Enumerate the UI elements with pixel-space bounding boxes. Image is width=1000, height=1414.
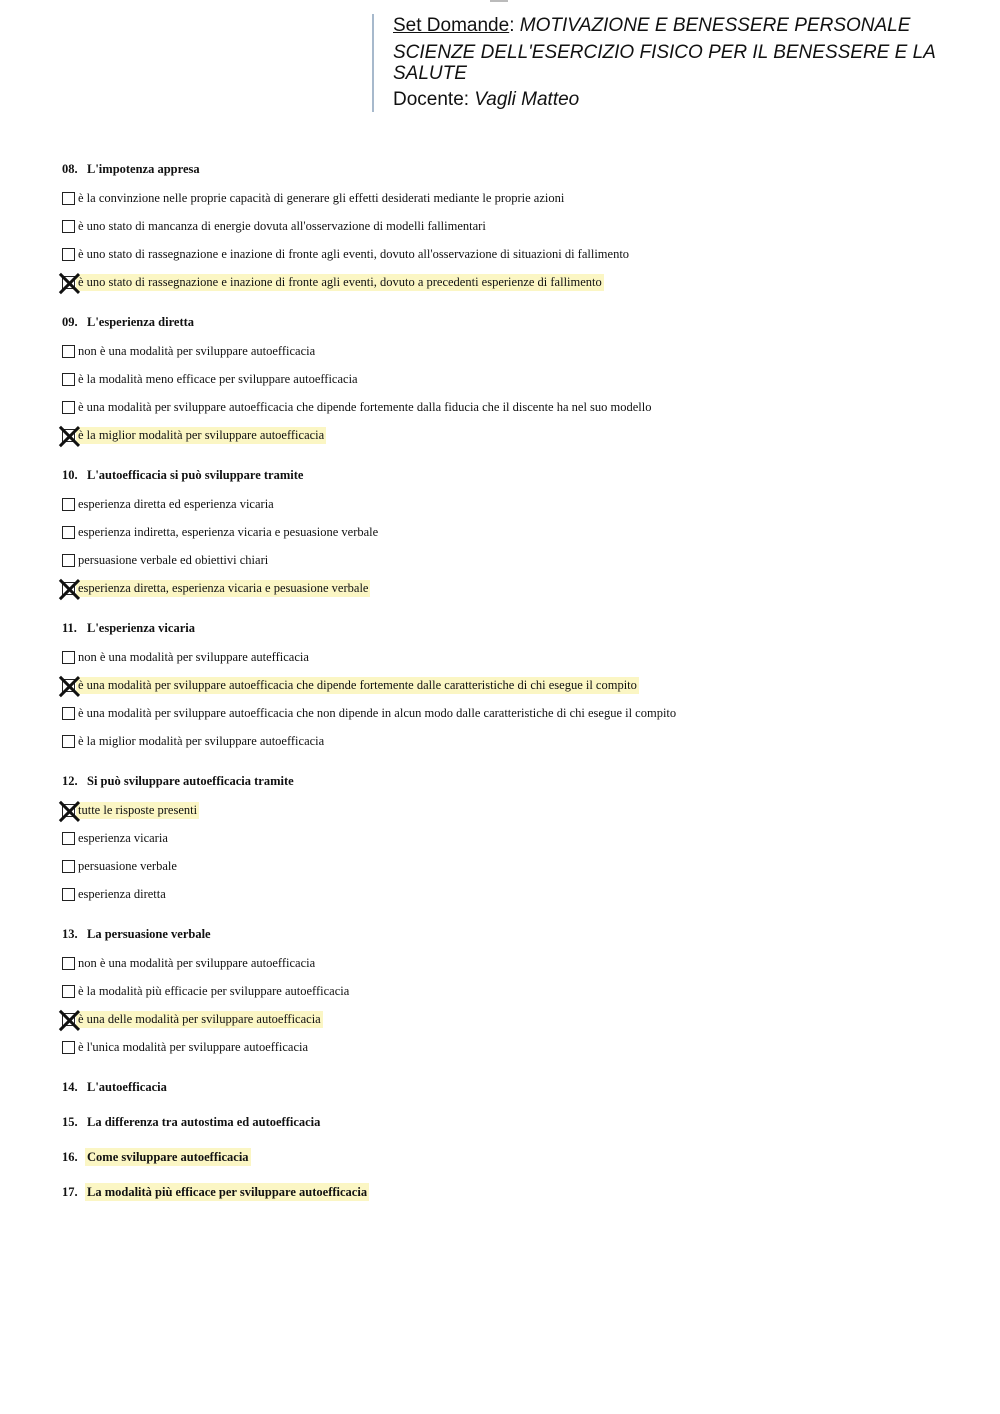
answer-option[interactable] — [62, 824, 962, 852]
answer-text: è la convinzione nelle proprie capacità di generare gli effetti desiderati mediante le proprie azioni — [78, 190, 565, 205]
checkbox[interactable] — [62, 498, 75, 511]
question-title — [62, 160, 962, 178]
answer-option[interactable] — [62, 574, 962, 602]
checked-checkbox[interactable] — [62, 582, 75, 595]
checkbox[interactable] — [62, 888, 75, 901]
checked-checkbox[interactable] — [62, 276, 75, 289]
question-number: 12. — [62, 774, 78, 788]
top-rule-mark — [490, 0, 508, 2]
question-text: L'esperienza vicaria — [87, 621, 195, 635]
answer-option[interactable] — [62, 212, 962, 240]
answer-option[interactable] — [62, 268, 962, 296]
answer-option[interactable] — [62, 796, 962, 824]
cross-mark-icon — [58, 1009, 81, 1032]
checkbox[interactable] — [62, 957, 75, 970]
docente-line — [393, 88, 993, 112]
question-number: 11. — [62, 621, 77, 635]
question-block — [62, 466, 962, 602]
checkbox[interactable] — [62, 401, 75, 414]
answer-text: esperienza diretta ed esperienza vicaria — [78, 496, 274, 511]
question-text: La persuasione verbale — [87, 927, 211, 941]
answer-text: è la miglior modalità per sviluppare autoefficacia — [78, 733, 325, 748]
course-title: SCIENZE DELL'ESERCIZIO FISICO PER IL BENESSERE E LA SALUTE — [393, 42, 936, 84]
question-block — [62, 1183, 962, 1201]
checkbox[interactable] — [62, 248, 75, 261]
checkbox[interactable] — [62, 832, 75, 845]
cross-mark-icon — [58, 675, 81, 698]
question-title — [62, 313, 962, 331]
question-list — [62, 160, 962, 1218]
checkbox[interactable] — [62, 192, 75, 205]
checkbox[interactable] — [62, 985, 75, 998]
cross-mark-icon — [58, 425, 81, 448]
answer-text: è uno stato di rassegnazione e inazione di fronte agli eventi, dovuto all'osservazione di situazioni di fallimento — [78, 246, 630, 261]
set-title: MOTIVAZIONE E BENESSERE PERSONALE — [519, 15, 911, 36]
question-block — [62, 1113, 962, 1131]
answer-text: è una delle modalità per sviluppare autoefficacia — [78, 1011, 321, 1026]
question-title — [62, 1113, 962, 1131]
answer-option[interactable] — [62, 184, 962, 212]
checkbox[interactable] — [62, 707, 75, 720]
checkbox[interactable] — [62, 1041, 75, 1054]
question-text: Si può sviluppare autoefficacia tramite — [87, 774, 294, 788]
set-line: Set Domande: MOTIVAZIONE E BENESSERE PERSONALE — [393, 15, 911, 36]
answer-option[interactable] — [62, 699, 962, 727]
checked-checkbox[interactable] — [62, 1013, 75, 1026]
question-text: Come sviluppare autoefficacia — [87, 1150, 249, 1164]
question-block — [62, 619, 962, 755]
cross-mark-icon — [58, 272, 81, 295]
answer-text: non è una modalità per sviluppare autoefficacia — [78, 955, 316, 970]
checkbox[interactable] — [62, 345, 75, 358]
question-number: 08. — [62, 162, 78, 176]
answer-text: è la modalità più efficacie per sviluppare autoefficacia — [78, 983, 350, 998]
answer-option[interactable] — [62, 643, 962, 671]
question-block — [62, 1148, 962, 1166]
answer-text: esperienza indiretta, esperienza vicaria e pesuasione verbale — [78, 524, 379, 539]
question-text: L'esperienza diretta — [87, 315, 195, 329]
cross-mark-icon — [58, 800, 81, 823]
answer-option[interactable] — [62, 1005, 962, 1033]
answer-text: è la miglior modalità per sviluppare autoefficacia — [78, 427, 325, 442]
question-title — [62, 1183, 962, 1201]
question-title — [62, 772, 962, 790]
answer-option[interactable] — [62, 1033, 962, 1061]
set-label: Set Domande — [393, 15, 510, 36]
question-number: 14. — [62, 1080, 78, 1094]
question-text: La differenza tra autostima ed autoefficacia — [87, 1115, 321, 1129]
question-number: 10. — [62, 468, 78, 482]
question-block — [62, 772, 962, 908]
question-text: L'autoefficacia si può sviluppare tramite — [87, 468, 304, 482]
checkbox[interactable] — [62, 651, 75, 664]
answer-option[interactable] — [62, 671, 962, 699]
answer-text: esperienza diretta — [78, 886, 166, 901]
answer-text: persuasione verbale — [78, 858, 177, 873]
answer-text: è una modalità per sviluppare autoefficacia che dipende fortemente dalla fiducia che il discente ha nel suo modello — [78, 399, 652, 414]
question-number: 13. — [62, 927, 78, 941]
cross-mark-icon — [58, 578, 81, 601]
checked-checkbox[interactable] — [62, 429, 75, 442]
question-block — [62, 925, 962, 1061]
answer-text: è una modalità per sviluppare autoefficacia che non dipende in alcun modo dalle caratteristiche di chi esegue il compito — [78, 705, 677, 720]
question-number: 09. — [62, 315, 78, 329]
question-title — [62, 1078, 962, 1096]
answer-text: esperienza vicaria — [78, 830, 168, 845]
question-block — [62, 313, 962, 449]
answer-option[interactable] — [62, 949, 962, 977]
question-block — [62, 160, 962, 296]
checkbox[interactable] — [62, 735, 75, 748]
checkbox[interactable] — [62, 554, 75, 567]
question-text: La modalità più efficace per sviluppare autoefficacia — [87, 1185, 368, 1199]
answer-option[interactable] — [62, 852, 962, 880]
question-text: L'autoefficacia — [87, 1080, 167, 1094]
answer-text: non è una modalità per sviluppare autefficacia — [78, 649, 309, 664]
answer-option[interactable] — [62, 727, 962, 755]
question-title — [62, 466, 962, 484]
checkbox[interactable] — [62, 526, 75, 539]
docente-label: Docente: — [393, 89, 470, 110]
question-block — [62, 1078, 962, 1096]
question-number: 17. — [62, 1185, 78, 1199]
question-title — [62, 925, 962, 943]
answer-text: è una modalità per sviluppare autoefficacia che dipende fortemente dalle caratteristiche di chi esegue il compito — [78, 677, 637, 692]
question-text: L'impotenza appresa — [87, 162, 200, 176]
checkbox[interactable] — [62, 860, 75, 873]
answer-text: non è una modalità per sviluppare autoefficacia — [78, 343, 316, 358]
checkbox[interactable] — [62, 373, 75, 386]
answer-option[interactable] — [62, 518, 962, 546]
answer-option[interactable] — [62, 337, 962, 365]
answer-text: tutte le risposte presenti — [78, 802, 198, 817]
answer-text: persuasione verbale ed obiettivi chiari — [78, 552, 269, 567]
question-title — [62, 1148, 962, 1166]
answer-text: è l'unica modalità per sviluppare autoefficacia — [78, 1039, 309, 1054]
answer-text: è uno stato di mancanza di energie dovuta all'osservazione di modelli fallimentari — [78, 218, 486, 233]
answer-option[interactable] — [62, 240, 962, 268]
answer-option[interactable] — [62, 365, 962, 393]
question-number: 16. — [62, 1150, 78, 1164]
document-header — [372, 14, 993, 112]
docente-name: Vagli Matteo — [474, 89, 580, 110]
answer-option[interactable] — [62, 546, 962, 574]
checkbox[interactable] — [62, 220, 75, 233]
answer-option[interactable] — [62, 490, 962, 518]
answer-text: esperienza diretta, esperienza vicaria e pesuasione verbale — [78, 580, 369, 595]
checked-checkbox[interactable] — [62, 804, 75, 817]
question-title — [62, 619, 962, 637]
answer-option[interactable] — [62, 393, 962, 421]
checked-checkbox[interactable] — [62, 679, 75, 692]
answer-option[interactable] — [62, 421, 962, 449]
answer-text: è uno stato di rassegnazione e inazione di fronte agli eventi, dovuto a precedenti esperienze di fallimento — [78, 274, 602, 289]
question-number: 15. — [62, 1115, 78, 1129]
answer-option[interactable] — [62, 977, 962, 1005]
answer-text: è la modalità meno efficace per sviluppare autoefficacia — [78, 371, 358, 386]
answer-option[interactable] — [62, 880, 962, 908]
